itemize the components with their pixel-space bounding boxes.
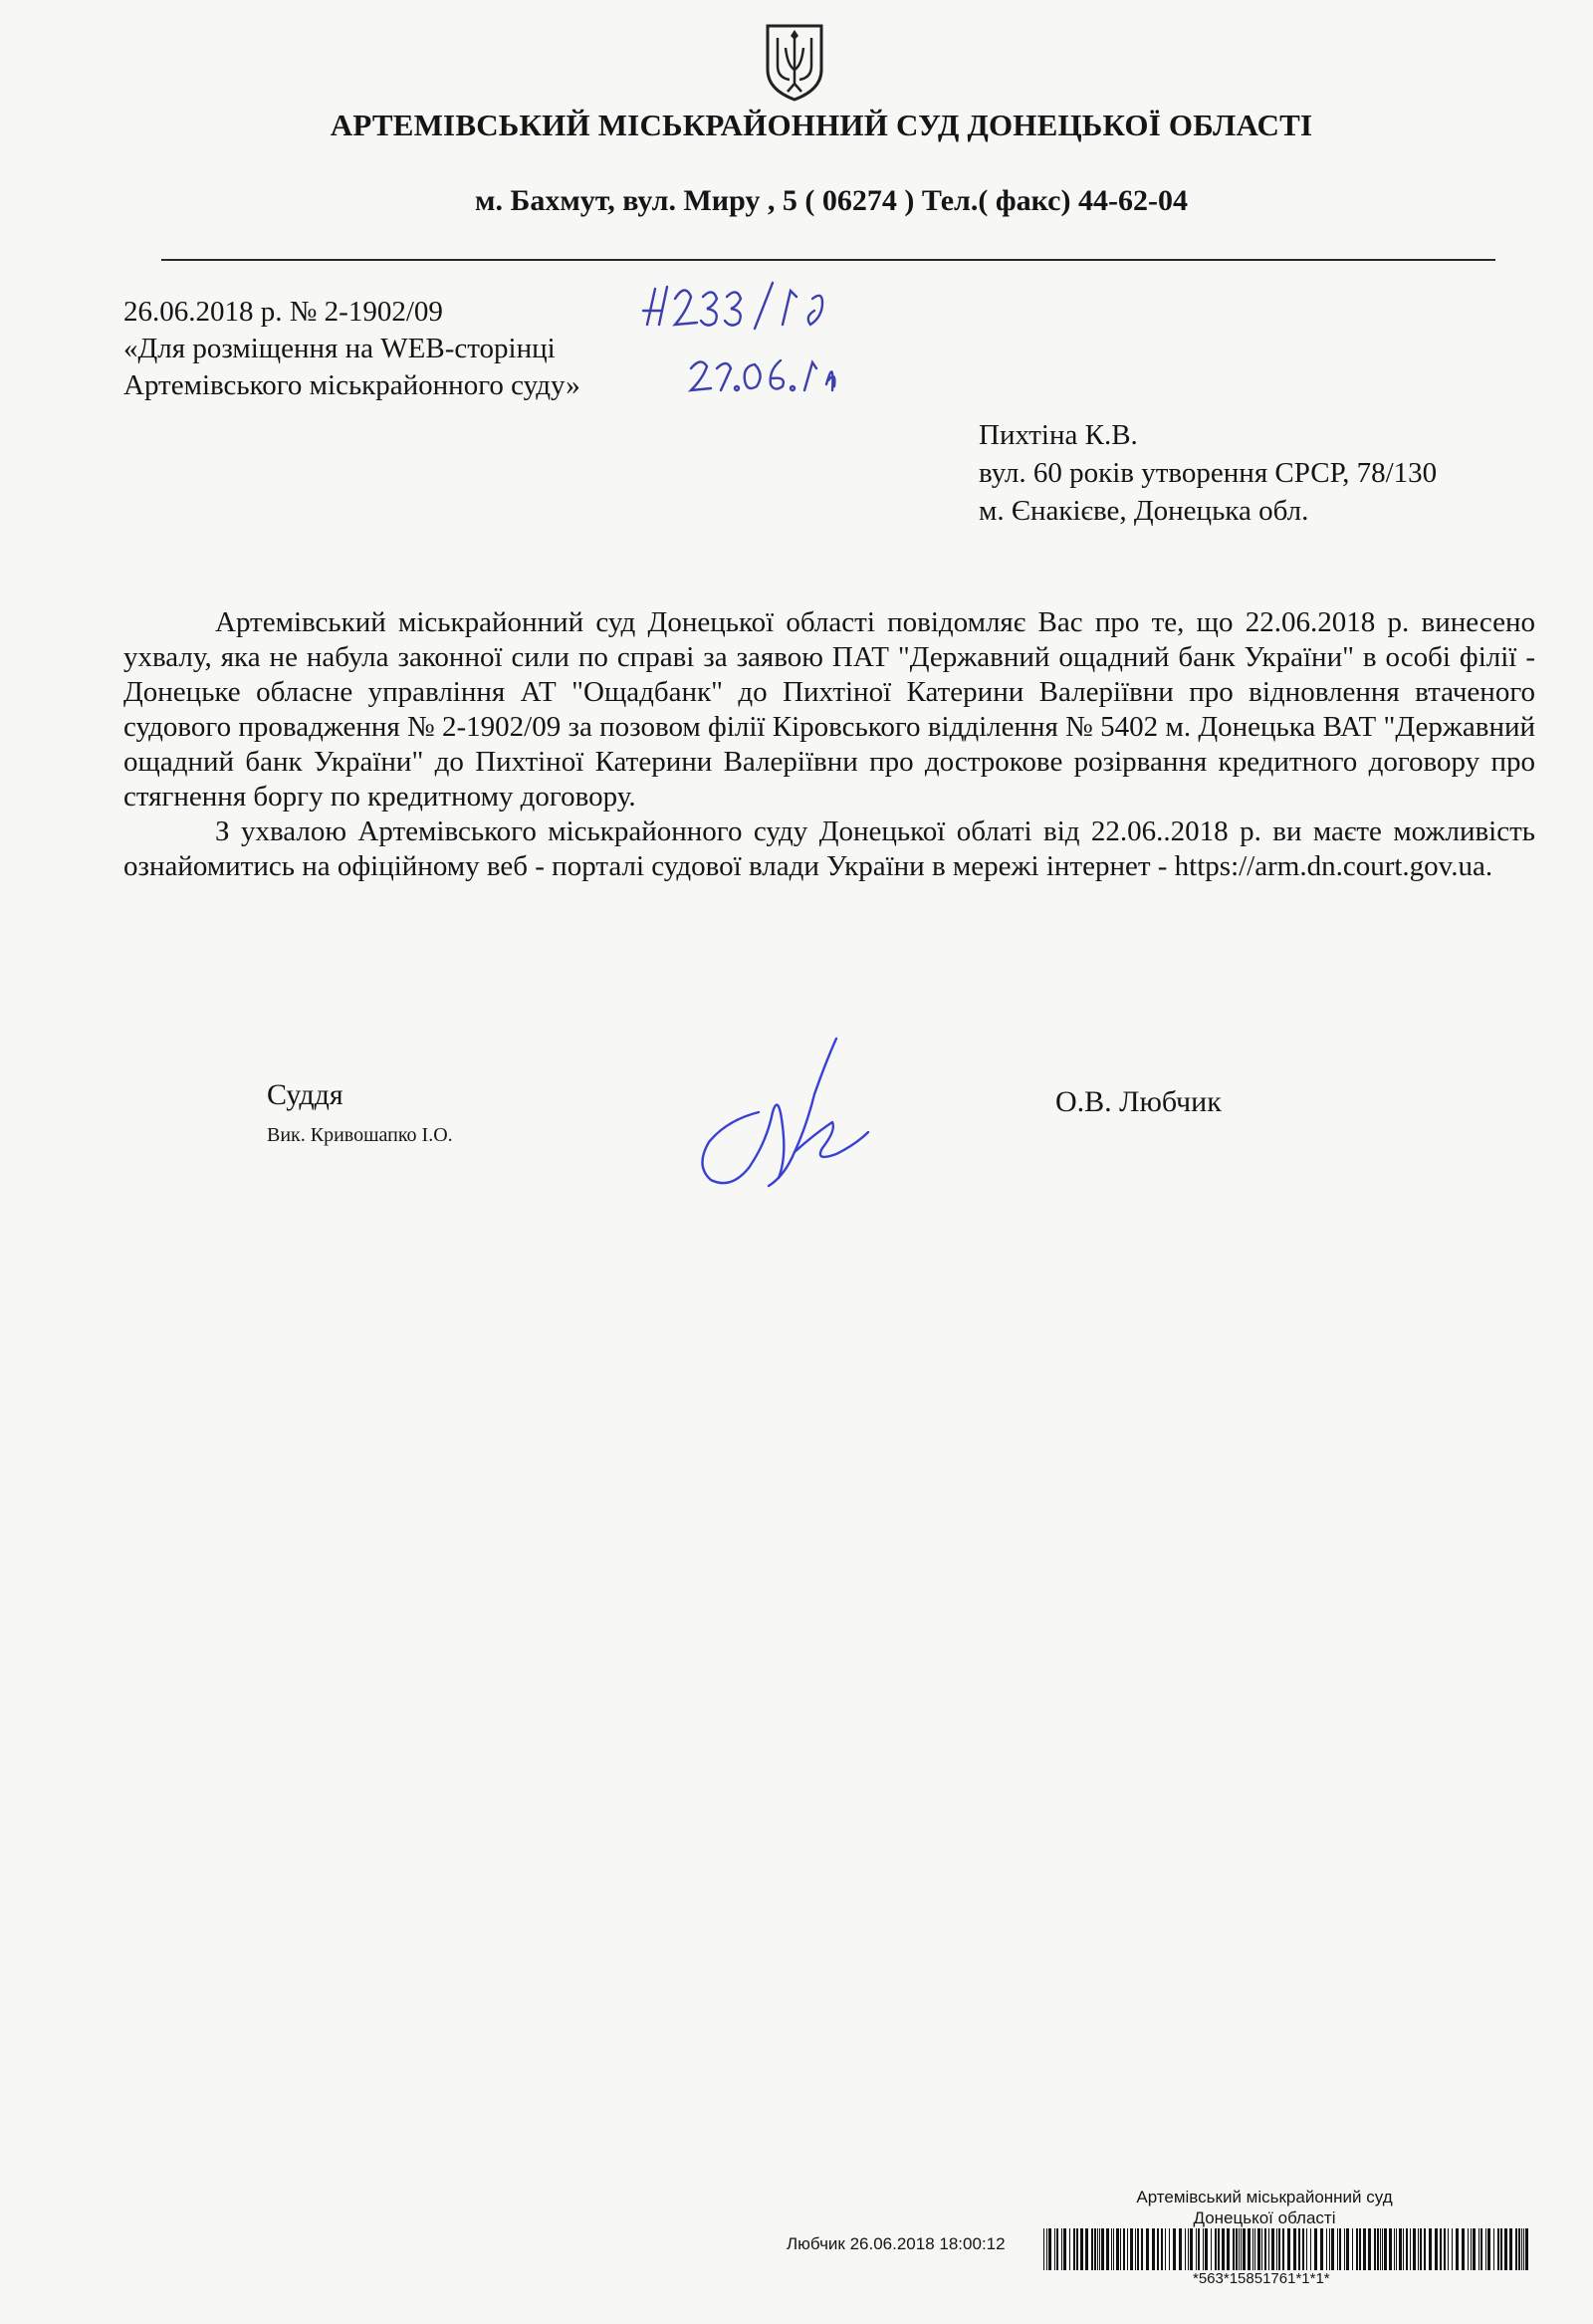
- reference-block: [123, 294, 580, 404]
- barcode-bar: [1169, 2228, 1170, 2270]
- barcode-bar: [1161, 2228, 1163, 2270]
- date-and-case-number: 26.06.2018 р. № 2-1902/09: [123, 296, 443, 328]
- court-name-heading: АРТЕМІВСЬКИЙ МІСЬКРАЙОННИЙ СУД ДОНЕЦЬКОЇ ОБЛАСТІ: [330, 108, 1313, 142]
- stamp-court-line1: Артемівський міськрайонний суд: [1136, 2188, 1393, 2207]
- recipient-street: вул. 60 років утворення СРСР, 78/130: [979, 457, 1438, 489]
- barcode-bar: [1394, 2228, 1395, 2270]
- barcode-bar: [1196, 2228, 1197, 2270]
- barcode-bar: [1493, 2228, 1494, 2270]
- barcode-bar: [1278, 2228, 1280, 2270]
- barcode-bar: [1293, 2228, 1296, 2270]
- barcode-bar: [1384, 2228, 1387, 2270]
- barcode-bar: [1523, 2228, 1524, 2270]
- barcode-bar: [1097, 2228, 1098, 2270]
- barcode-bar: [1069, 2228, 1070, 2270]
- barcode-bar: [1339, 2228, 1341, 2270]
- barcode-bar: [1268, 2228, 1269, 2270]
- barcode-bar: [1331, 2228, 1334, 2270]
- body-paragraph: З ухвалою Артемівського міськрайонного суду Донецької облаті від 22.06..2018 р. ви маєте можливість ознайомитись на офіційному веб - порталі судової влади України в мережі інтернет - https://arm.dn.court.gov.ua.: [123, 815, 1535, 882]
- handwritten-registration-number: [637, 277, 836, 337]
- barcode-bar: [1487, 2228, 1490, 2270]
- barcode-bar: [1198, 2228, 1200, 2270]
- barcode-bar: [1243, 2228, 1246, 2270]
- barcode-bar: [1485, 2228, 1486, 2270]
- barcode-bar: [1127, 2228, 1128, 2270]
- barcode-bar: [1440, 2228, 1442, 2270]
- barcode-bar: [1215, 2228, 1217, 2270]
- body-paragraph: Артемівський міськрайонний суд Донецької області повідомляє Вас про те, що 22.06.2018 р. винесено ухвалу, яка не набула законної сили по справі за заявою ПАТ "Державний ощадний банк України" в особі філії - Донецьке обласне управління АТ "Ощадбанк" до Пихтіної Катерини Валеріївни про відновлення втаченого судового провадження № 2-1902/09 за позовом філії Кіровського відділення № 5402 м. Донецька ВАТ "Державний ощадний банк України" до Пихтіної Катерини Валеріївни про дострокове розірвання кредитного договору про стягнення боргу по кредитному договору.: [123, 606, 1535, 813]
- recipient-name: Пихтіна К.В.: [979, 419, 1138, 451]
- barcode-bar: [1298, 2228, 1300, 2270]
- barcode-bar: [1137, 2228, 1139, 2270]
- barcode-bar: [1106, 2228, 1109, 2270]
- barcode-bar: [1399, 2228, 1402, 2270]
- barcode-bar: [1233, 2228, 1235, 2270]
- barcode-bar: [1382, 2228, 1383, 2270]
- barcode-bar: [1179, 2228, 1182, 2270]
- judge-signature-icon: [687, 1031, 876, 1200]
- registration-barcode: [1043, 2228, 1531, 2270]
- barcode-bar: [1157, 2228, 1159, 2270]
- barcode-bar: [1403, 2228, 1404, 2270]
- barcode-bar: [1211, 2228, 1212, 2270]
- barcode-bar: [1063, 2228, 1066, 2270]
- barcode-bar: [1257, 2228, 1260, 2270]
- barcode-bar: [1046, 2228, 1047, 2270]
- stamp-court-line2: Донецької області: [1193, 2208, 1336, 2227]
- recipient-city: м. Єнакієве, Донецька обл.: [979, 495, 1309, 527]
- barcode-bar: [1359, 2228, 1361, 2270]
- barcode-bar: [1099, 2228, 1100, 2270]
- barcode-bar: [1302, 2228, 1304, 2270]
- barcode-bar: [1389, 2228, 1392, 2270]
- barcode-bar: [1500, 2228, 1502, 2270]
- barcode-bar: [1073, 2228, 1075, 2270]
- barcode-bar: [1091, 2228, 1093, 2270]
- barcode-bar: [1101, 2228, 1104, 2270]
- barcode-bar: [1239, 2228, 1240, 2270]
- barcode-bar: [1276, 2228, 1277, 2270]
- barcode-bar: [1254, 2228, 1255, 2270]
- judge-title: Суддя: [267, 1078, 343, 1111]
- barcode-bar: [1261, 2228, 1262, 2270]
- barcode-bar: [1352, 2228, 1353, 2270]
- barcode-bar: [1080, 2228, 1083, 2270]
- barcode-bar: [1462, 2228, 1465, 2270]
- barcode-bar: [1056, 2228, 1058, 2270]
- barcode-bar: [1456, 2228, 1459, 2270]
- barcode-bar: [1061, 2228, 1062, 2270]
- barcode-bar: [1152, 2228, 1155, 2270]
- barcode-bar: [1468, 2228, 1469, 2270]
- barcode-code-text: *563*15851761*1*1*: [1193, 2270, 1330, 2287]
- registry-stamp-court: [1085, 2187, 1444, 2228]
- barcode-bar: [1043, 2228, 1044, 2270]
- barcode-bar: [1344, 2228, 1345, 2270]
- barcode-bar: [1356, 2228, 1358, 2270]
- barcode-bar: [1264, 2228, 1266, 2270]
- barcode-bar: [1310, 2228, 1311, 2270]
- barcode-bar: [1111, 2228, 1112, 2270]
- trident-emblem-icon: [760, 22, 829, 102]
- barcode-bar: [1241, 2228, 1242, 2270]
- barcode-bar: [1435, 2228, 1438, 2270]
- barcode-bar: [1227, 2228, 1230, 2270]
- barcode-bar: [1146, 2228, 1149, 2270]
- barcode-bar: [1203, 2228, 1204, 2270]
- recipient-block: [979, 416, 1437, 530]
- barcode-bar: [1165, 2228, 1166, 2270]
- barcode-bar: [1504, 2228, 1507, 2270]
- barcode-bar: [1418, 2228, 1419, 2270]
- barcode-bar: [1130, 2228, 1133, 2270]
- barcode-bar: [1054, 2228, 1055, 2270]
- barcode-bar: [1346, 2228, 1349, 2270]
- barcode-bar: [1116, 2228, 1119, 2270]
- barcode-bar: [1076, 2228, 1078, 2270]
- barcode-bar: [1236, 2228, 1238, 2270]
- barcode-bar: [1113, 2228, 1114, 2270]
- barcode-bar: [1326, 2228, 1327, 2270]
- barcode-bar: [1320, 2228, 1323, 2270]
- barcode-bar: [1248, 2228, 1251, 2270]
- judge-name: О.В. Любчик: [1055, 1085, 1222, 1118]
- barcode-bar: [1363, 2228, 1366, 2270]
- barcode-bar: [1444, 2228, 1446, 2270]
- registry-stamp-record: Любчик 26.06.2018 18:00:12: [787, 2234, 1006, 2253]
- barcode-bar: [1525, 2228, 1528, 2270]
- barcode-bar: [1396, 2228, 1397, 2270]
- barcode-bar: [1190, 2228, 1193, 2270]
- barcode-bar: [1337, 2228, 1338, 2270]
- barcode-bar: [1218, 2228, 1220, 2270]
- barcode-bar: [1424, 2228, 1426, 2270]
- barcode-bar: [1473, 2228, 1476, 2270]
- barcode-bar: [1282, 2228, 1284, 2270]
- barcode-bar: [1188, 2228, 1189, 2270]
- barcode-bar: [1452, 2228, 1453, 2270]
- barcode-bar: [1480, 2228, 1482, 2270]
- barcode-bar: [1448, 2228, 1449, 2270]
- barcode-bar: [1429, 2228, 1432, 2270]
- barcode-bar: [1173, 2228, 1176, 2270]
- barcode-bar: [1420, 2228, 1422, 2270]
- barcode-bar: [1141, 2228, 1143, 2270]
- barcode-bar: [1085, 2228, 1088, 2270]
- web-publication-note-line2: Артемівського міськрайонного суду»: [123, 369, 580, 401]
- barcode-bar: [1123, 2228, 1125, 2270]
- barcode-bar: [1094, 2228, 1096, 2270]
- web-publication-note-line1: «Для розміщення на WEB-сторінці: [123, 333, 556, 364]
- barcode-bar: [1048, 2228, 1051, 2270]
- barcode-bar: [1410, 2228, 1411, 2270]
- barcode-bar: [1252, 2228, 1253, 2270]
- barcode-bar: [1374, 2228, 1376, 2270]
- court-address: м. Бахмут, вул. Миру , 5 ( 06274 ) Тел.( факс) 44-62-04: [475, 184, 1188, 217]
- barcode-bar: [1205, 2228, 1208, 2270]
- letter-body: [123, 605, 1535, 884]
- barcode-bar: [1271, 2228, 1274, 2270]
- barcode-bar: [1314, 2228, 1317, 2270]
- handwritten-registration-date: [685, 350, 844, 398]
- barcode-bar: [1518, 2228, 1520, 2270]
- barcode-bar: [1306, 2228, 1307, 2270]
- header-divider: [161, 259, 1495, 261]
- barcode-bar: [1185, 2228, 1186, 2270]
- barcode-bar: [1509, 2228, 1512, 2270]
- barcode-bar: [1515, 2228, 1517, 2270]
- barcode-bar: [1287, 2228, 1290, 2270]
- barcode-bar: [1135, 2228, 1136, 2270]
- barcode-bar: [1406, 2228, 1408, 2270]
- barcode-bar: [1120, 2228, 1121, 2270]
- barcode-bar: [1329, 2228, 1330, 2270]
- barcode-bar: [1521, 2228, 1522, 2270]
- barcode-bar: [1222, 2228, 1225, 2270]
- barcode-bar: [1380, 2228, 1381, 2270]
- barcode-bar: [1413, 2228, 1416, 2270]
- barcode-bar: [1377, 2228, 1379, 2270]
- barcode-bar: [1471, 2228, 1472, 2270]
- barcode-bar: [1368, 2228, 1371, 2270]
- barcode-bar: [1497, 2228, 1499, 2270]
- executor-name: Вик. Кривошапко І.О.: [267, 1124, 453, 1146]
